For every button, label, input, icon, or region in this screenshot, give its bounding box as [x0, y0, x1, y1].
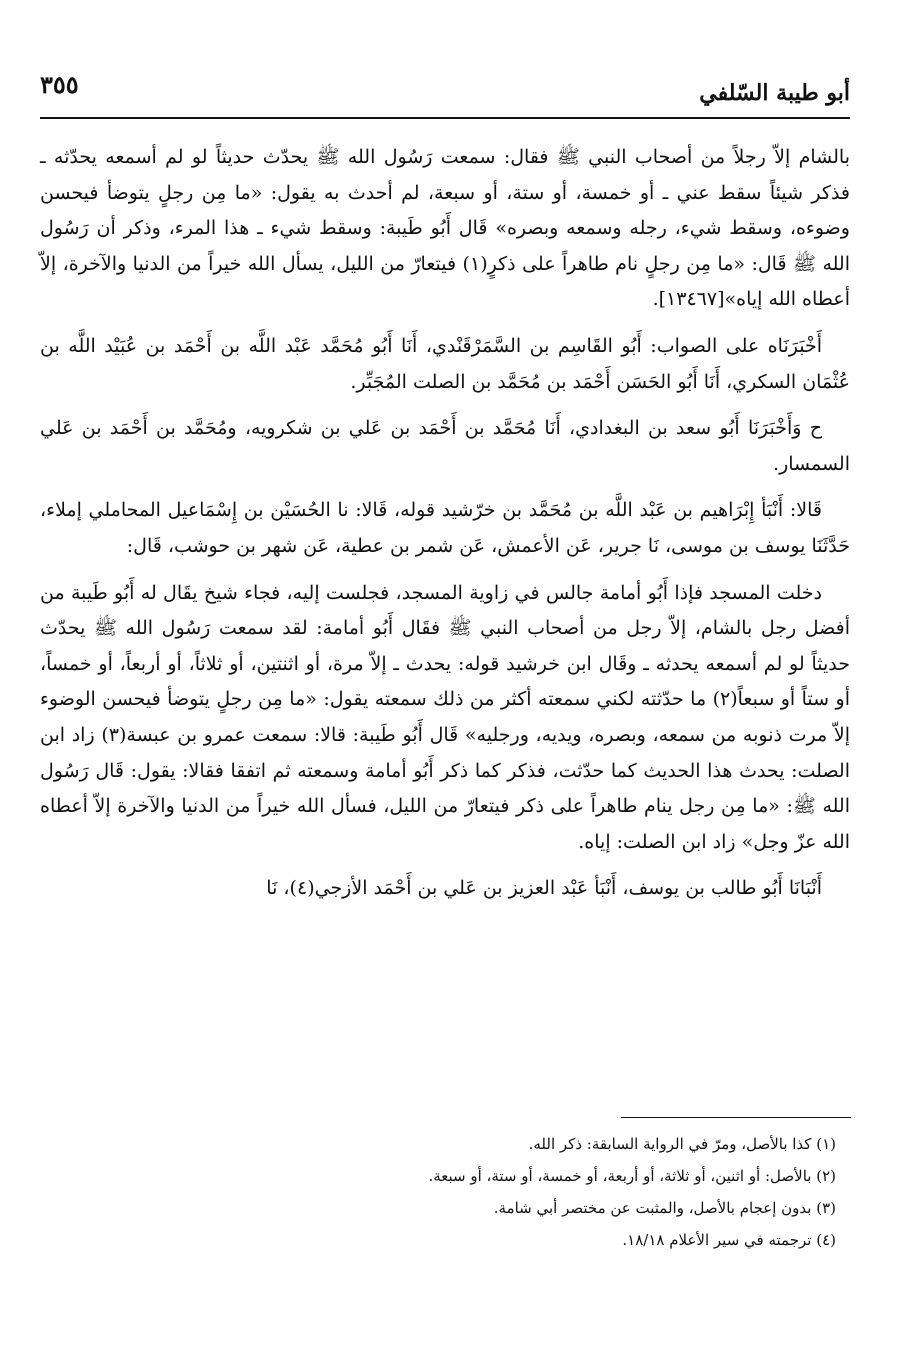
page-number: ٣٥٥ [40, 70, 79, 99]
paragraph-1: بالشام إلاّ رجلاً من أصحاب النبي ﷺ فقال: سمعت رَسُول الله ﷺ يحدّث حديثاً لو لم أسمعه يحدّثه ـ فذكر شيئاً سقط عني ـ أو خمسة، أو ستة، أو سبعة، لم أحدث به يقول: «ما مِن رجلٍ يتوضأ فيحسن وضوءه، وسقط شيء، رجله وسمعه وبصره» قَال أَبُو طَيبة: وسقط شيء ـ هذا المرء، وذكر أن رَسُول الله ﷺ قَال: «ما مِن رجلٍ نام طاهراً على ذكرٍ(١) فيتعارّ من الليل، يسأل الله خيراً من الدنيا والآخرة، إلاّ أعطاه الله إياه»[١٣٤٦٧]. [40, 146, 851, 311]
paragraph-5: دخلت المسجد فإذا أَبُو أمامة جالس في زاوية المسجد، فجلست إليه، فجاء شيخ يقَال له أَبُو طَيبة من أفضل رجل بالشام، إلاّ رجل من أصحاب النبي ﷺ فقَال أَبُو أمامة: لقد سمعت رَسُول الله ﷺ يحدّث حديثاً لو لم أسمعه يحدثه ـ وقَال ابن خرشيد قوله: يحدث ـ إلاّ مرة، أو اثنتين، أو ثلاثاً، أو أربعاً، أو خمساً، أو ستاً أو سبعاً(٢) ما حدّثته لكني سمعته أكثر من ذلك سمعته يقول: «ما مِن رجلٍ يتوضأ فيحسن الوضوء إلاّ مرت ذنوبه من سمعه، وبصره، ويديه، ورجليه» قَال أَبُو طَيبة: قالا: سمعت عمرو بن عبسة(٣) زاد ابن الصلت: يحدث هذا الحديث كما حدّثت، فذكر كما ذكر أَبُو أمامة وسمعته ثم اتفقا فقالا: يقول: قَال رَسُول الله ﷺ: «ما مِن رجل ينام طاهراً على ذكر فيتعارّ من الليل، فسأل الله خيراً من الدنيا والآخرة إلاّ أعطاه الله عزّ وجل» زاد ابن الصلت: إياه. [40, 581, 851, 853]
paragraph-3: ح وَأَخْبَرَنَا أَبُو سعد بن البغدادي، أَنَا مُحَمَّد بن أَحْمَد بن عَلي بن شكرويه، ومُحَمَّد بن أَحْمَد بن عَلي السمسار. [40, 417, 850, 475]
footnote-divider [621, 1117, 851, 1118]
paragraph-6: أَنْبَانَا أَبُو طالب بن يوسف، أَنْبَأ عَبْد العزيز بن عَلي بن أَحْمَد الأزجي(٤)، نَا [266, 877, 822, 900]
footnote-1: (١) كذا بالأصل، ومرّ في الرواية السابقة: ذكر الله. [528, 1135, 836, 1153]
paragraph-2: أَخْبَرَنَاه على الصواب: أَبُو القَاسِم بن السَّمَرْقَنْدي، أَنَا أَبُو مُحَمَّد عَبْد اللَّه بن أَحْمَد بن عُبَيْد اللَّه بن عُثْمَان السكري، أَنَا أَبُو الحَسَن أَحْمَد بن مُحَمَّد بن الصلت المُجَبِّر. [40, 334, 850, 393]
footnotes [40, 1128, 850, 1256]
footnote-4: (٤) ترجمته في سير الأعلام ١٨/١٨. [622, 1231, 836, 1249]
main-text [40, 140, 850, 918]
footnote-2: (٢) بالأصل: أو اثنين، أو ثلاثة، أو أربعة، أو خمسة، أو ستة، أو سبعة. [428, 1167, 836, 1185]
paragraph-4: قَالا: أَنْبَأ إِبْرَاهيم بن عَبْد اللَّه بن مُحَمَّد بن خرّشيد قوله، قَالا: نا الحُسَيْن بن إِسْمَاعيل المحاملي إملاء، حَدَّثَنَا يوسف بن موسى، نَا جرير، عَن الأعمش، عَن شمر بن عطية، عَن شهر بن حوشب، قَال: [40, 499, 850, 557]
header-divider [40, 117, 850, 119]
running-title: أبو طيبة السّلفي [699, 80, 850, 106]
footnote-3: (٣) بدون إعجام بالأصل، والمثبت عن مختصر أبي شامة. [493, 1199, 836, 1217]
page-header [40, 70, 850, 114]
